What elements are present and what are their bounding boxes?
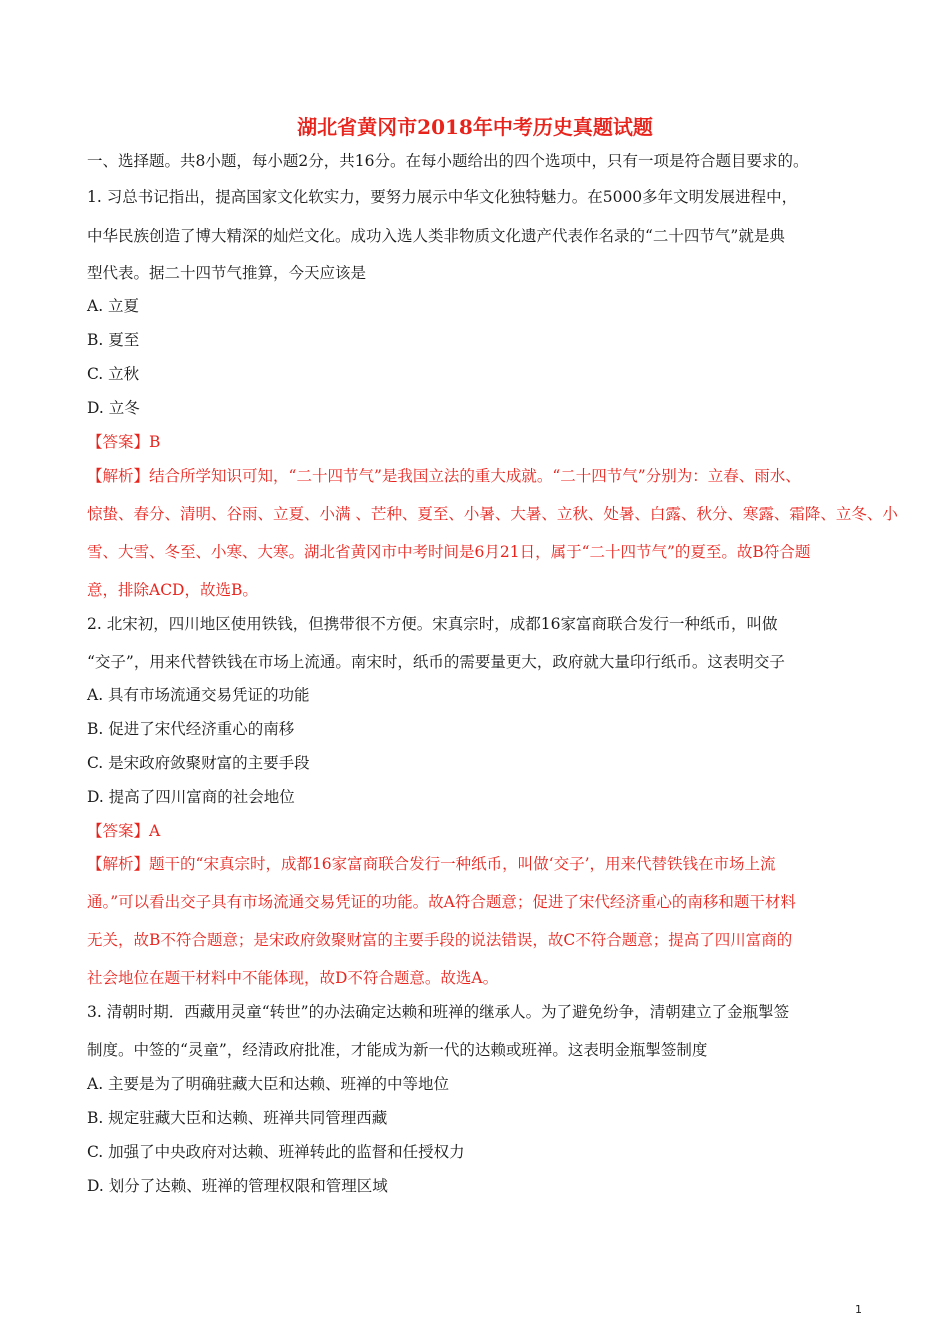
analysis-label: 【解析】: [87, 467, 150, 485]
q2-analysis-line: 通。”可以看出交子具有市场流通交易凭证的功能。故A符合题意；促进了宋代经济重心的南移和题干材料: [87, 893, 796, 911]
q2-option-b: B. 促进了宋代经济重心的南移: [87, 720, 295, 738]
analysis-label: 【解析】: [87, 855, 150, 873]
q1-analysis-line: [87, 465, 867, 487]
q3-stem-line: 3. 清朝时期．西藏用灵童“转世”的办法确定达赖和班禅的继承人。为了避免纷争，清朝建立了金瓶掣签: [87, 1003, 790, 1021]
q2-analysis-line: [87, 853, 867, 875]
q3-option-c: C. 加强了中央政府对达赖、班禅转此的监督和任授权力: [87, 1143, 465, 1161]
page-title: 湖北省黄冈市2018年中考历史真题试题: [297, 115, 653, 139]
q1-stem-line: 中华民族创造了博大精深的灿烂文化。成功入选人类非物质文化遗产代表作名录的“二十四节气”就是典: [87, 227, 785, 245]
q2-option-a: A. 具有市场流通交易凭证的功能: [87, 686, 310, 704]
q1-analysis-line: 雪、大雪、冬至、小寒、大寒。湖北省黄冈市中考时间是6月21日，属于“二十四节气”的夏至。故B符合题: [87, 543, 811, 561]
q1-option-d: D. 立冬: [87, 399, 140, 417]
q3-option-a: A. 主要是为了明确驻藏大臣和达赖、班禅的中等地位: [87, 1075, 450, 1093]
q3-option-b: B. 规定驻藏大臣和达赖、班禅共同管理西藏: [87, 1109, 388, 1127]
q1-answer: 【答案】B: [87, 433, 161, 451]
q2-stem-line: “交子”，用来代替铁钱在市场上流通。南宋时，纸币的需要量更大，政府就大量印行纸币。这表明交子: [87, 653, 785, 671]
q2-option-d: D. 提高了四川富商的社会地位: [87, 788, 295, 806]
page-number: 1: [855, 1303, 862, 1316]
q1-analysis-line: 惊蛰、春分、清明、谷雨、立夏、小满 、芒种、夏至、小暑、大暑、立秋、处暑、白露、秋分、寒露、霜降、立冬、小: [87, 505, 898, 523]
section-heading: 一、选择题。共8小题，每小题2分，共16分。在每小题给出的四个选项中，只有一项是符合题目要求的。: [87, 152, 809, 170]
analysis-text: 题干的“宋真宗时，成都16家富商联合发行一种纸币，叫做‘交子’，用来代替铁钱在市场上流: [149, 855, 776, 873]
analysis-text: 结合所学知识可知，“二十四节气”是我国立法的重大成就。“二十四节气”分别为：立春、雨水、: [149, 467, 801, 485]
q1-stem-line: 1. 习总书记指出，提高国家文化软实力，要努力展示中华文化独特魅力。在5000多年文明发展进程中，: [87, 188, 798, 206]
q2-option-c: C. 是宋政府敛聚财富的主要手段: [87, 754, 310, 772]
q3-stem-line: 制度。中签的“灵童”，经清政府批准，才能成为新一代的达赖或班禅。这表明金瓶掣签制度: [87, 1041, 708, 1059]
q2-answer: 【答案】A: [87, 822, 161, 840]
q3-option-d: D. 划分了达赖、班禅的管理权限和管理区域: [87, 1177, 388, 1195]
q1-option-c: C. 立秋: [87, 365, 140, 383]
q1-stem-line: 型代表。据二十四节气推算，今天应该是: [87, 264, 367, 282]
q2-stem-line: 2. 北宋初，四川地区使用铁钱，但携带很不方便。宋真宗时，成都16家富商联合发行一种纸币，叫做: [87, 615, 778, 633]
q2-analysis-line: 社会地位在题干材料中不能体现，故D不符合题意。故选A。: [87, 969, 499, 987]
q1-option-a: A. 立夏: [87, 297, 140, 315]
q2-analysis-line: 无关，故B不符合题意；是宋政府敛聚财富的主要手段的说法错误，故C不符合题意；提高了四川富商的: [87, 931, 793, 949]
q1-analysis-line: 意，排除ACD，故选B。: [87, 581, 258, 599]
q1-option-b: B. 夏至: [87, 331, 140, 349]
